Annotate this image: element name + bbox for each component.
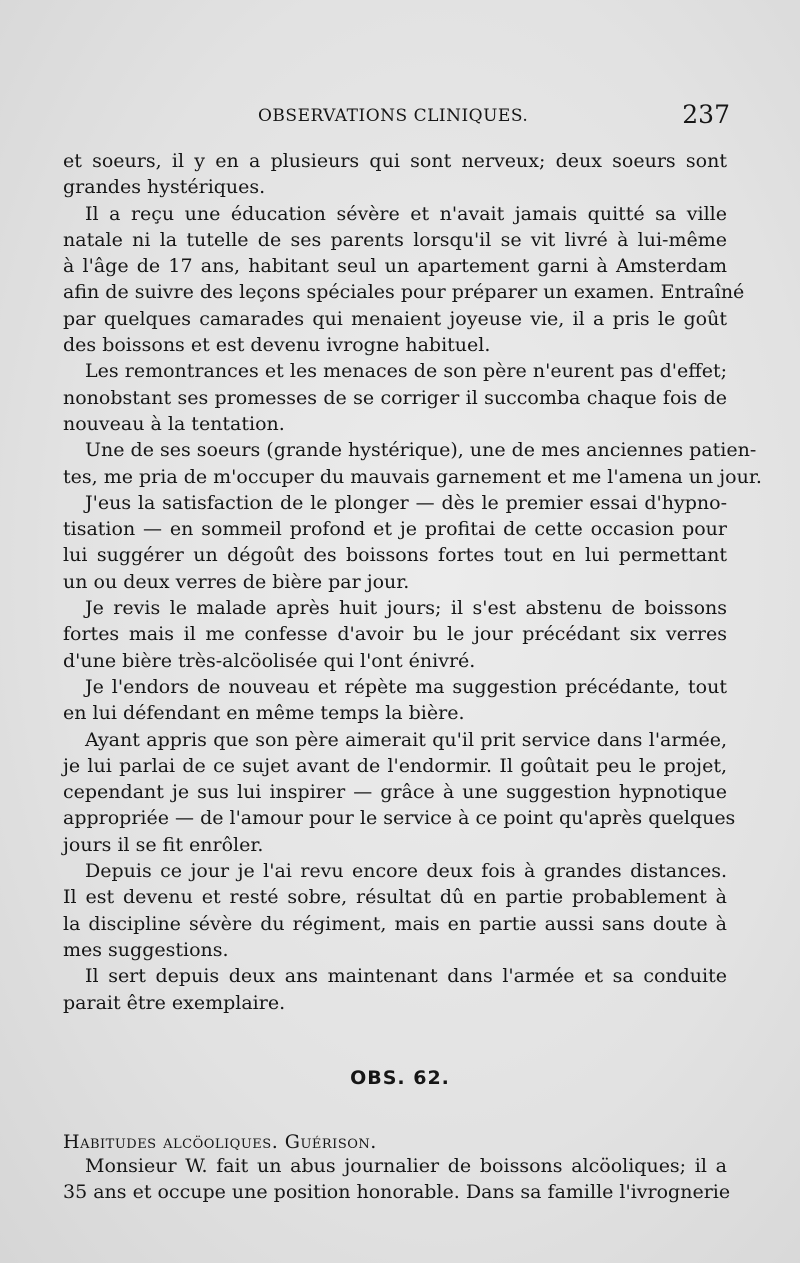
section-text — [63, 1152, 731, 1205]
text-line: Une de ses soeurs (grande hystérique), une de mes anciennes patien- — [85, 439, 757, 462]
text-line: jours il se fit enrôler. — [63, 833, 264, 856]
text-line: fortes mais il me confesse d'avoir bu le jour précédant six verres — [63, 623, 727, 646]
observation-heading: OBS. 62. — [350, 1067, 450, 1089]
text-line: nouveau à la tentation. — [63, 412, 285, 435]
text-line: nonobstant ses promesses de se corriger il succomba chaque fois de — [63, 386, 727, 409]
text-line: Je revis le malade après huit jours; il s'est abstenu de boissons — [85, 597, 727, 620]
observation-section — [63, 1128, 731, 1205]
text-line: Depuis ce jour je l'ai revu encore deux fois à grandes distances. — [85, 860, 727, 883]
page-number: 237 — [682, 100, 730, 129]
text-line: Ayant appris que son père aimerait qu'il prit service dans l'armée, — [85, 728, 727, 751]
text-line: parait être exemplaire. — [63, 991, 286, 1014]
text-line: Je l'endors de nouveau et répète ma suggestion précédante, tout — [85, 675, 727, 698]
text-line: Les remontrances et les menaces de son père n'eurent pas d'effet; — [85, 360, 727, 383]
text-line: 35 ans et occupe une position honorable. Dans sa famille l'ivrognerie — [63, 1181, 731, 1204]
text-line: afin de suivre des leçons spéciales pour préparer un examen. Entraîné — [63, 281, 745, 304]
text-line: Il sert depuis deux ans maintenant dans l'armée et sa conduite — [85, 965, 727, 988]
text-line: J'eus la satisfaction de le plonger — dès le premier essai d'hypno- — [85, 491, 727, 514]
text-line: des boissons et est devenu ivrogne habituel. — [63, 334, 491, 357]
page-header — [62, 100, 730, 134]
text-line: appropriée — de l'amour pour le service à ce point qu'après quelques — [63, 807, 736, 830]
text-line: la discipline sévère du régiment, mais en partie aussi sans doute à — [63, 912, 727, 935]
text-line: Il est devenu et resté sobre, résultat dû en partie probablement à — [63, 886, 727, 909]
text-line: grandes hystériques. — [63, 176, 266, 199]
text-line: d'une bière très-alcöolisée qui l'ont énivré. — [63, 649, 476, 672]
text-line: Monsieur W. fait un abus journalier de boissons alcöoliques; il a — [85, 1155, 727, 1177]
text-line: tes, me pria de m'occuper du mauvais garnement et me l'amena un jour. — [63, 465, 762, 488]
text-line: par quelques camarades qui menaient joyeuse vie, il a pris le goût — [63, 307, 727, 330]
text-line: mes suggestions. — [63, 938, 229, 961]
text-line: natale ni la tutelle de ses parents lorsqu'il se vit livré à lui-même — [63, 228, 727, 251]
section-title: Habitudes alcöoliques. Guérison. — [63, 1131, 377, 1153]
text-line: je lui parlai de ce sujet avant de l'endormir. Il goûtait peu le projet, — [63, 754, 727, 777]
text-line: un ou deux verres de bière par jour. — [63, 570, 410, 593]
text-line: lui suggérer un dégoût des boissons fortes tout en lui permettant — [63, 544, 727, 567]
running-title: OBSERVATIONS CLINIQUES. — [258, 106, 529, 126]
text-line: en lui défendant en même temps la bière. — [63, 702, 465, 725]
text-line: et soeurs, il y en a plusieurs qui sont nerveux; deux soeurs sont — [63, 150, 727, 172]
text-line: cependant je sus lui inspirer — grâce à une suggestion hypnotique — [63, 781, 727, 804]
text-line: à l'âge de 17 ans, habitant seul un apartement garni à Amsterdam — [63, 255, 727, 278]
body-text — [63, 148, 762, 1016]
text-line: Il a reçu une éducation sévère et n'avait jamais quitté sa ville — [85, 202, 727, 225]
text-line: tisation — en sommeil profond et je profitai de cette occasion pour — [63, 518, 727, 541]
